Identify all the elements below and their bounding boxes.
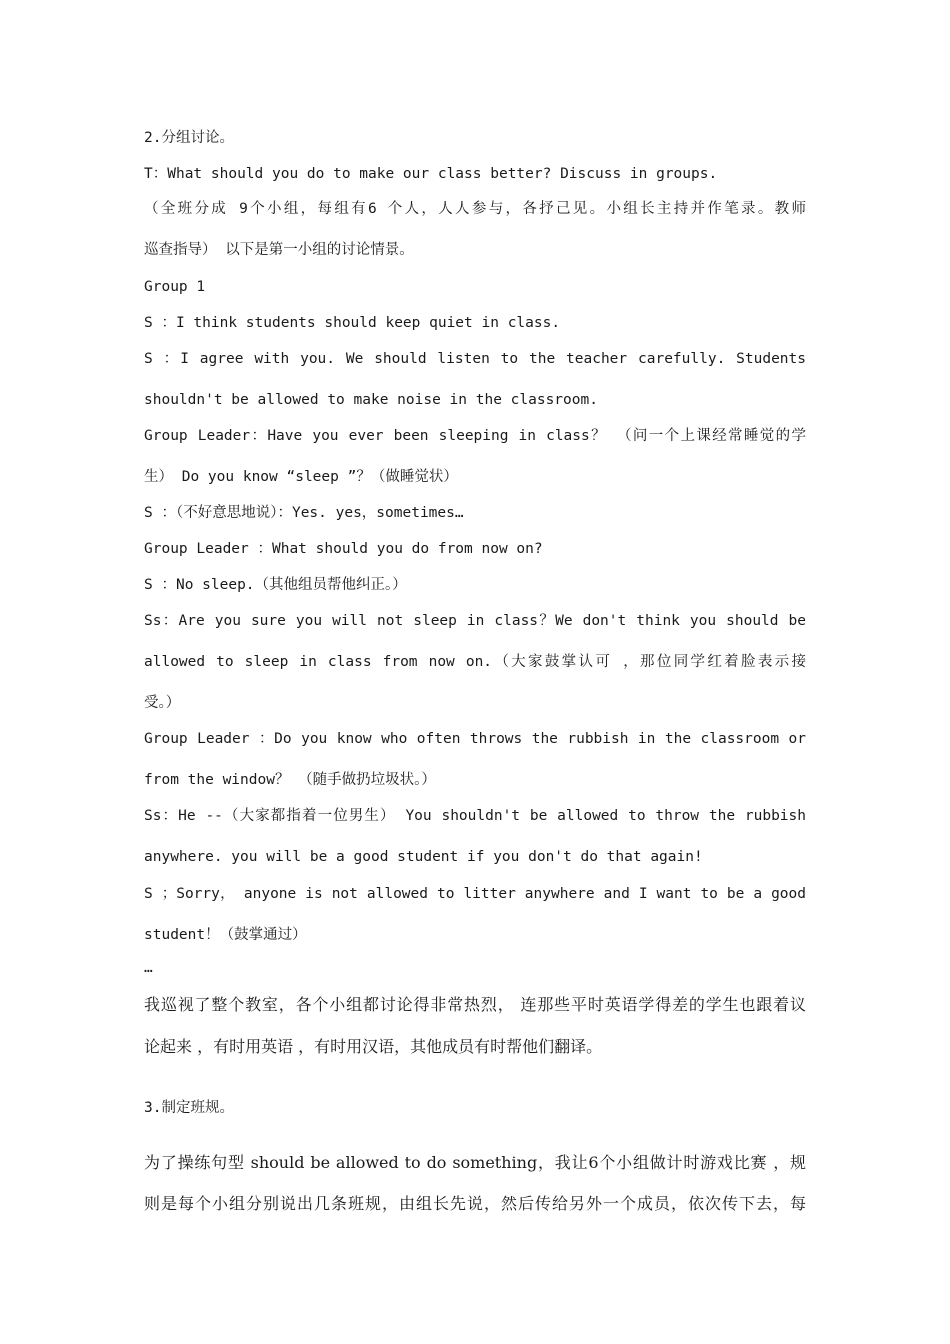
dialogue-line: allowed to sleep in class from now on.（大家鼓掌认可 ，那位同学红着脸表示接 bbox=[144, 654, 806, 670]
dialogue-line: S ：No sleep.（其他组员帮他纠正。） bbox=[144, 577, 407, 593]
dialogue-line: Group Leader：Have you ever been sleeping in class？ （问一个上课经常睡觉的学 bbox=[144, 428, 806, 444]
dialogue-line: Ss：Are you sure you will not sleep in class？We don't think you should be bbox=[144, 613, 806, 629]
dialogue-line: from the window？ （随手做扔垃圾状。） bbox=[144, 772, 436, 788]
teacher-prompt: T：What should you do to make our class better? Discuss in groups. bbox=[144, 166, 718, 182]
setup-note-line-1: （全班分成 9个小组，每组有6 个人，人人参与，各抒己见。小组长主持并作笔录。教师 bbox=[144, 201, 806, 217]
dialogue-line: shouldn't be allowed to make noise in the classroom. bbox=[144, 392, 598, 408]
observation-line-1: 我巡视了整个教室，各个小组都讨论得非常热烈， 连那些平时英语学得差的学生也跟着议 bbox=[144, 995, 806, 1014]
dialogue-line: Group Leader ：What should you do from now on? bbox=[144, 541, 543, 557]
dialogue-line: S ：I agree with you. We should listen to the teacher carefully. Students bbox=[144, 351, 806, 367]
dialogue-line: 生） Do you know “sleep ”？（做睡觉状） bbox=[144, 469, 458, 485]
group-label: Group 1 bbox=[144, 279, 206, 295]
dialogue-line: Group Leader ：Do you know who often throws the rubbish in the classroom or bbox=[144, 731, 806, 747]
section-2-heading: 2.分组讨论。 bbox=[144, 130, 234, 146]
rules-line-2: 则是每个小组分别说出几条班规，由组长先说，然后传给另外一个成员，依次传下去，每 bbox=[144, 1194, 806, 1213]
ellipsis-line: … bbox=[144, 960, 153, 976]
observation-line-2: 论起来 ，有时用英语 ，有时用汉语，其他成员有时帮他们翻译。 bbox=[144, 1037, 603, 1056]
dialogue-line: S ；Sorry， anyone is not allowed to litter anywhere and I want to be a good bbox=[144, 886, 806, 902]
dialogue-line: 受。） bbox=[144, 695, 181, 711]
setup-note-line-2: 巡查指导） 以下是第一小组的讨论情景。 bbox=[144, 242, 414, 258]
dialogue-line: anywhere. you will be a good student if you don't do that again! bbox=[144, 849, 703, 865]
section-3-heading: 3.制定班规。 bbox=[144, 1100, 234, 1116]
dialogue-line: student！（鼓掌通过） bbox=[144, 927, 307, 943]
dialogue-line: S ：（不好意思地说）：Yes. yes，sometimes… bbox=[144, 505, 464, 521]
dialogue-line: Ss：He --（大家都指着一位男生） You shouldn't be allowed to throw the rubbish bbox=[144, 808, 806, 824]
dialogue-line: S ：I think students should keep quiet in class. bbox=[144, 315, 561, 331]
rules-line-1: 为了操练句型 should be allowed to do something，我让6个小组做计时游戏比赛 ，规 bbox=[144, 1153, 806, 1172]
